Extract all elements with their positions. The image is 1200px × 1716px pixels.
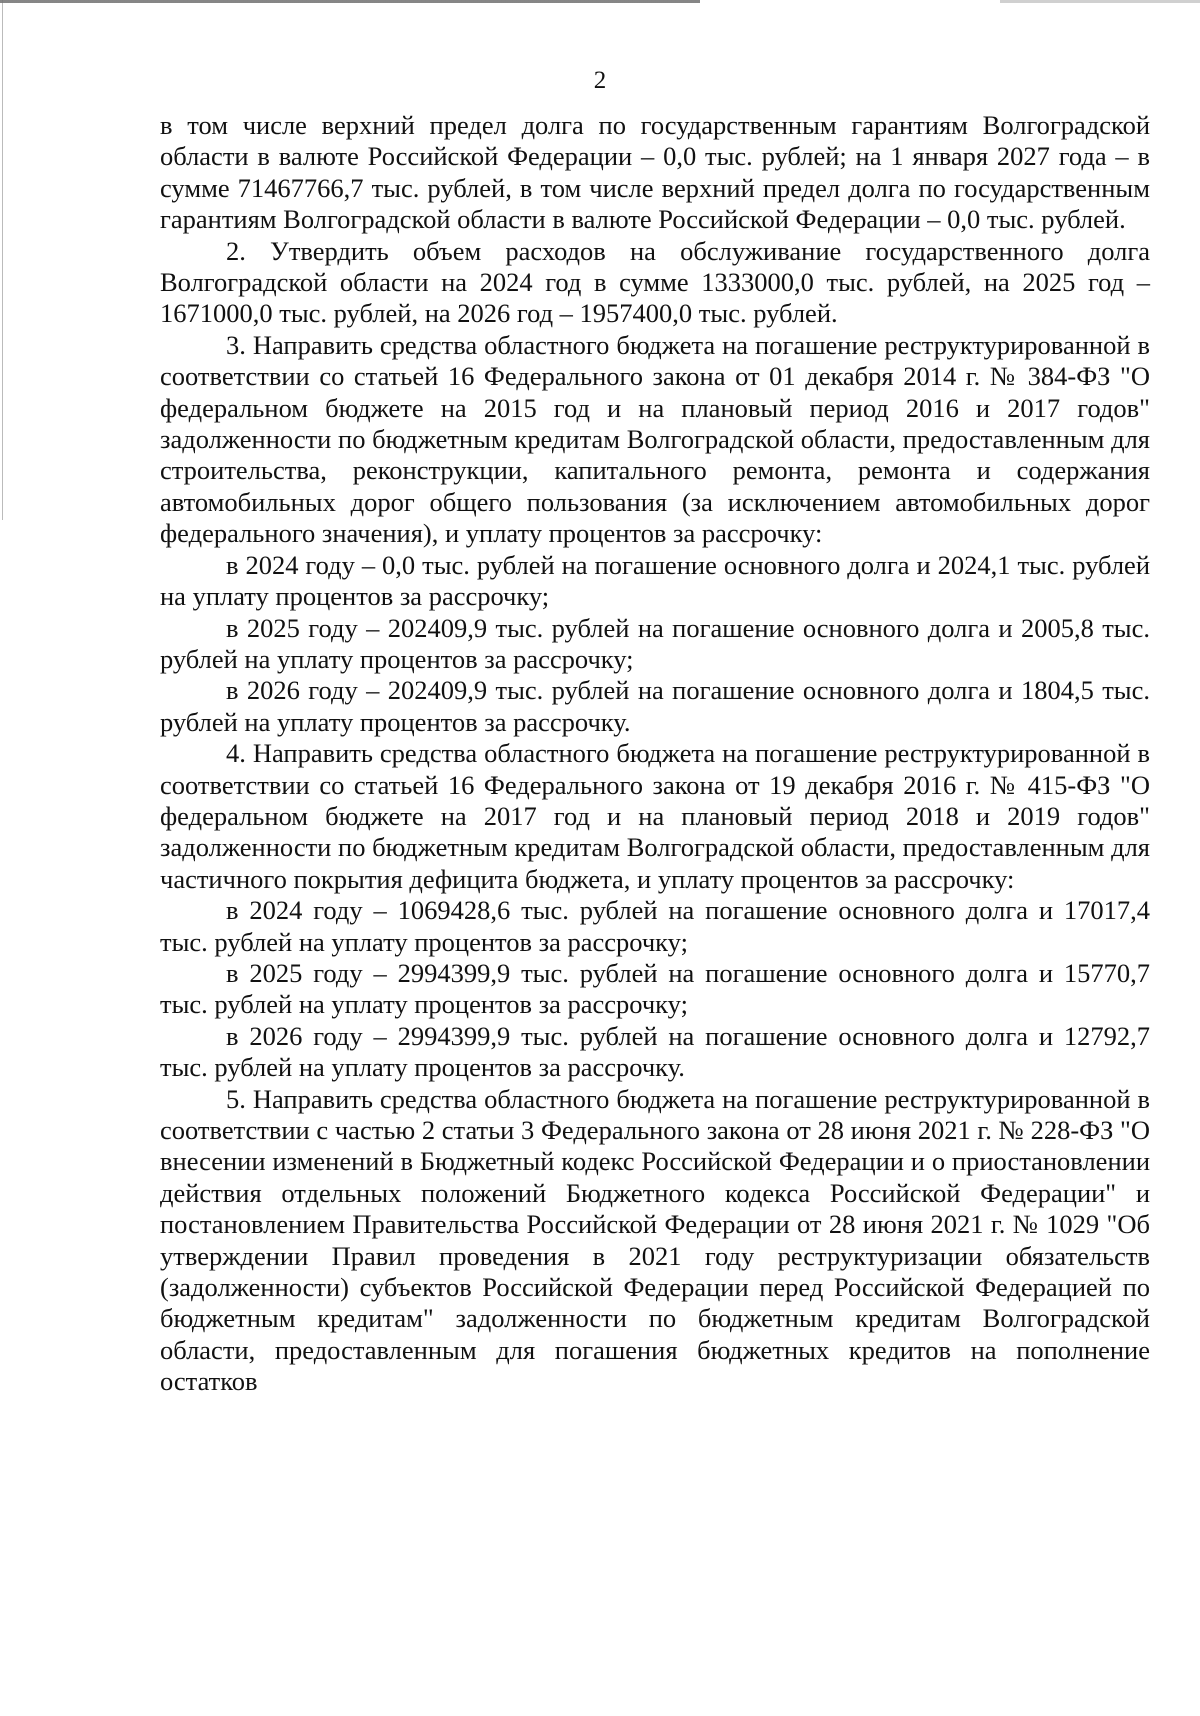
- paragraph-item-3-year-2026: в 2026 году – 202409,9 тыс. рублей на погашение основного долга и 1804,5 тыс. рублей на уплату процентов за рассрочку.: [160, 675, 1150, 737]
- paragraph-item-4-year-2025: в 2025 году – 2994399,9 тыс. рублей на погашение основного долга и 15770,7 тыс. рублей на уплату процентов за рассрочку;: [160, 957, 1150, 1020]
- paragraph-item-4-year-2024: в 2024 году – 1069428,6 тыс. рублей на погашение основного долга и 17017,4 тыс. рублей на уплату процентов за рассрочку;: [160, 895, 1150, 957]
- document-body: [160, 110, 1150, 1398]
- scan-edge-top: [0, 0, 1200, 3]
- paragraph-item-3-year-2024: в 2024 году – 0,0 тыс. рублей на погашение основного долга и 2024,1 тыс. рублей на уплату процентов за рассрочку;: [160, 549, 1150, 612]
- paragraph-item-4-restructured-deficit-credits: 4. Направить средства областного бюджета на погашение реструктурированной в соответствии со статьей 16 Федерального закона от 19 декабря 2016 г. № 415-ФЗ "О федеральном бюджете на 2017 год и на плановый период 2018 и 2019 годов" задолженности по бюджетным кредитам Волгоградской области, предоставленным для частичного покрытия дефицита бюджета, и уплату процентов за рассрочку:: [160, 738, 1150, 894]
- paragraph-item-4-year-2026: в 2026 году – 2994399,9 тыс. рублей на погашение основного долга и 12792,7 тыс. рублей на уплату процентов за рассрочку.: [160, 1020, 1150, 1083]
- paragraph-item-3-restructured-road-credits: 3. Направить средства областного бюджета на погашение реструктурированной в соответствии со статьей 16 Федерального закона от 01 декабря 2014 г. № 384-ФЗ "О федеральном бюджете на 2015 год и на плановый период 2016 и 2017 годов" задолженности по бюджетным кредитам Волгоградской области, предоставленным для строительства, реконструкции, капитального ремонта, ремонта и содержания автомобильных дорог общего пользования (за исключением автомобильных дорог федерального значения), и уплату процентов за рассрочку:: [160, 329, 1150, 549]
- paragraph-item-5-restructured-2021-credits: 5. Направить средства областного бюджета на погашение реструктурированной в соответствии с частью 2 статьи 3 Федерального закона от 28 июня 2021 г. № 228-ФЗ "О внесении изменений в Бюджетный кодекс Российской Федерации и о приостановлении действия отдельных положений Бюджетного кодекса Российской Федерации" и постановлением Правительства Российской Федерации от 28 июня 2021 г. № 1029 "Об утверждении Правил проведения в 2021 году реструктуризации обязательств (задолженности) субъектов Российской Федерации перед Российской Федерацией по бюджетным кредитам" задолженности по бюджетным кредитам Волгоградской области, предоставленным для погашения бюджетных кредитов на пополнение остатков: [160, 1083, 1150, 1397]
- paragraph-item-3-year-2025: в 2025 году – 202409,9 тыс. рублей на погашение основного долга и 2005,8 тыс. рублей на уплату процентов за рассрочку;: [160, 612, 1150, 674]
- paragraph-item-2-debt-service: 2. Утвердить объем расходов на обслуживание государственного долга Волгоградской области на 2024 год в сумме 1333000,0 тыс. рублей, на 2025 год – 1671000,0 тыс. рублей, на 2026 год – 1957400,0 тыс. рублей.: [160, 235, 1150, 329]
- page-number: 2: [593, 67, 607, 94]
- paragraph-debt-limit-continuation: в том числе верхний предел долга по государственным гарантиям Волгоградской области в валюте Российской Федерации – 0,0 тыс. рублей; на 1 января 2027 года – в сумме 71467766,7 тыс. рублей, в том числе верхний предел долга по государственным гарантиям Волгоградской области в валюте Российской Федерации – 0,0 тыс. рублей.: [160, 110, 1150, 235]
